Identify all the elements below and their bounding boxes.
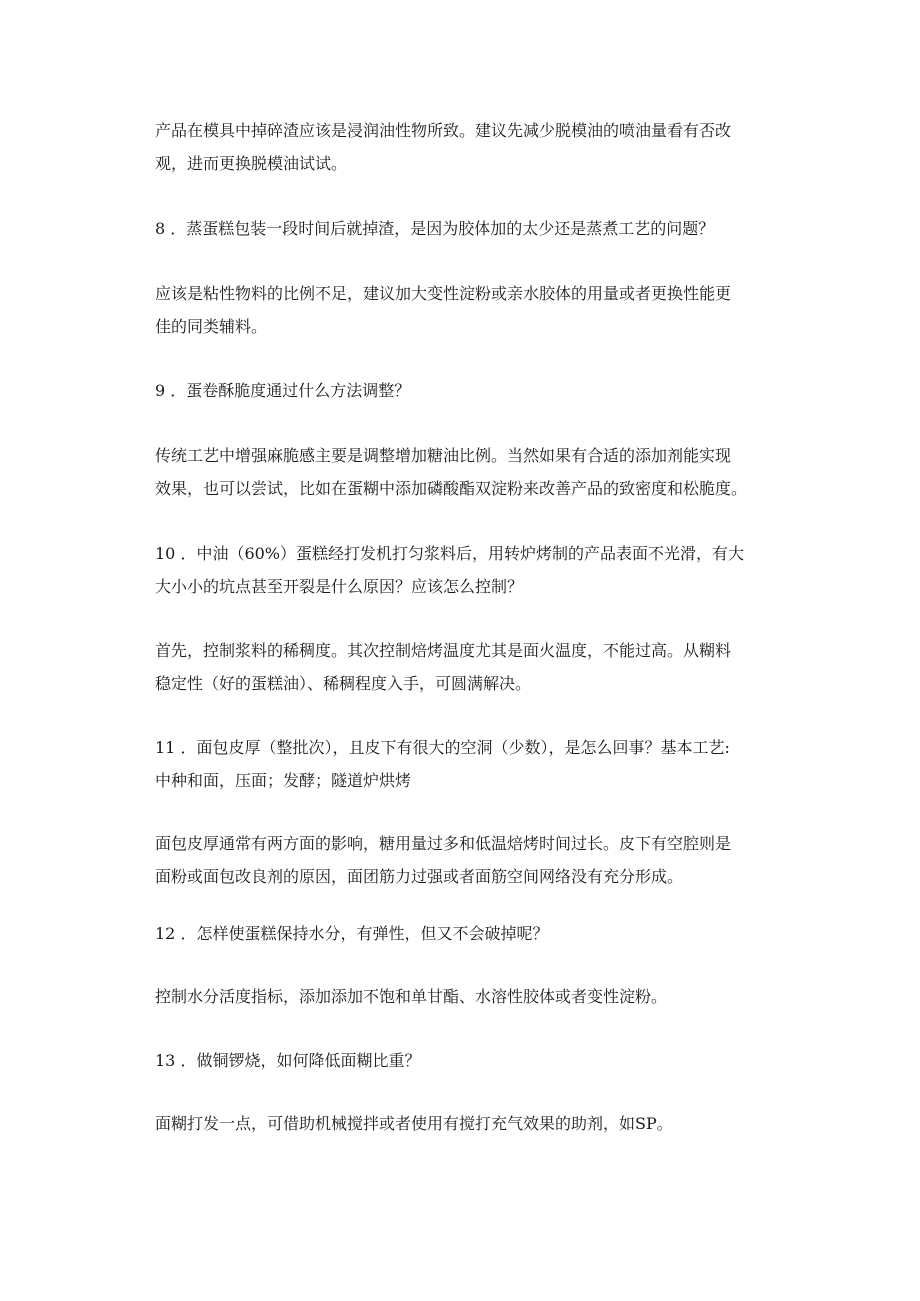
text-line: 面糊打发一点，可借助机械搅拌或者使用有搅打充气效果的助剂，如SP。 — [155, 1114, 673, 1133]
text-line: 12 ．怎样使蛋糕保持水分，有弹性，但又不会破掉呢？ — [155, 924, 549, 943]
question-paragraph — [155, 537, 775, 603]
text-line: 11 ．面包皮厚（整批次），且皮下有很大的空洞（少数），是怎么回事？基本工艺: — [155, 738, 730, 757]
question-paragraph — [155, 212, 775, 245]
text-line: 控制水分活度指标，添加添加不饱和单甘酯、水溶性胶体或者变性淀粉。 — [155, 987, 668, 1006]
text-line: 应该是粘性物料的比例不足，建议加大变性淀粉或亲水胶体的用量或者更换性能更 — [155, 284, 732, 303]
text-line: 首先，控制浆料的稀稠度。其次控制焙烤温度尤其是面火温度，不能过高。从糊料 — [155, 641, 732, 660]
text-line: 效果，也可以尝试，比如在蛋糊中添加磷酸酯双淀粉来改善产品的致密度和松脆度。 — [155, 479, 748, 498]
text-line: 观，进而更换脱模油试试。 — [155, 154, 348, 173]
answer-paragraph — [155, 634, 775, 700]
question-paragraph — [155, 1044, 775, 1077]
answer-paragraph — [155, 114, 775, 180]
answer-paragraph — [155, 277, 775, 343]
question-paragraph — [155, 731, 775, 797]
text-line: 佳的同类辅料。 — [155, 317, 268, 336]
text-line: 8 ．蒸蛋糕包装一段时间后就掉渣，是因为胶体加的太少还是蒸煮工艺的问题？ — [155, 219, 715, 238]
text-line: 稳定性（好的蛋糕油）、稀稠程度入手，可圆满解决。 — [155, 674, 532, 693]
text-line: 13 ．做铜锣烧，如何降低面糊比重？ — [155, 1051, 421, 1070]
text-line: 10 ．中油（60%）蛋糕经打发机打匀浆料后，用转炉烤制的产品表面不光滑，有大 — [155, 544, 745, 563]
text-line: 产品在模具中掉碎渣应该是浸润油性物所致。建议先减少脱模油的喷油量看有否改 — [155, 121, 732, 140]
text-line: 传统工艺中增强麻脆感主要是调整增加糖油比例。当然如果有合适的添加剂能实现 — [155, 446, 732, 465]
question-paragraph — [155, 374, 775, 407]
answer-paragraph — [155, 827, 775, 893]
answer-paragraph — [155, 980, 775, 1013]
question-paragraph — [155, 917, 775, 950]
text-line: 大小小的坑点甚至开裂是什么原因？应该怎么控制？ — [155, 577, 524, 596]
answer-paragraph — [155, 439, 775, 505]
text-line: 9 ．蛋卷酥脆度通过什么方法调整？ — [155, 381, 411, 400]
answer-paragraph — [155, 1107, 775, 1140]
text-line: 中种和面，压面；发酵；隧道炉烘烤 — [155, 771, 412, 790]
text-line: 面粉或面包改良剂的原因，面团筋力过强或者面筋空间网络没有充分形成。 — [155, 867, 684, 886]
text-line: 面包皮厚通常有两方面的影响，糖用量过多和低温焙烤时间过长。皮下有空腔则是 — [155, 834, 732, 853]
